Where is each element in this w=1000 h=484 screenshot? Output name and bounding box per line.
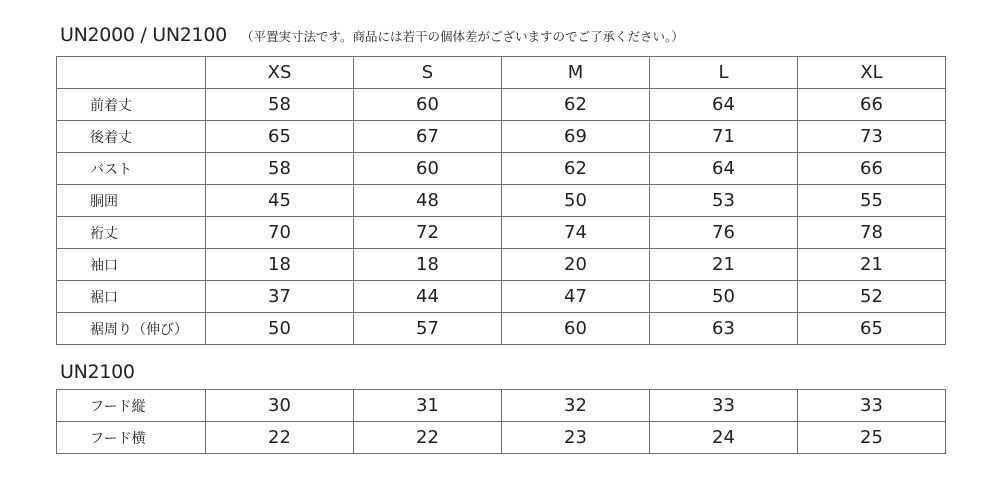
table-cell: 30 <box>206 390 354 422</box>
table-cell: 33 <box>798 390 946 422</box>
header <box>60 24 684 54</box>
table-cell: 33 <box>650 390 798 422</box>
table-cell: 58 <box>206 89 354 121</box>
table-cell: 60 <box>354 153 502 185</box>
table-cell: 62 <box>502 153 650 185</box>
table-cell: 23 <box>502 422 650 454</box>
size-table-hood <box>56 389 946 454</box>
table-cell: 18 <box>354 249 502 281</box>
table-cell: 50 <box>206 313 354 345</box>
column-header-s: S <box>354 57 502 89</box>
table-cell: 70 <box>206 217 354 249</box>
table-cell: 21 <box>798 249 946 281</box>
table-cell: 66 <box>798 89 946 121</box>
table-cell: 21 <box>650 249 798 281</box>
row-label: バスト <box>57 153 206 185</box>
table-header-row <box>57 57 946 89</box>
column-header-blank <box>57 57 206 89</box>
column-header-xl: XL <box>798 57 946 89</box>
table-cell: 65 <box>206 121 354 153</box>
table-cell: 18 <box>206 249 354 281</box>
table-row <box>57 422 946 454</box>
table-cell: 62 <box>502 89 650 121</box>
table-row <box>57 313 946 345</box>
table-cell: 53 <box>650 185 798 217</box>
table-cell: 57 <box>354 313 502 345</box>
row-label: 前着丈 <box>57 89 206 121</box>
row-label: 胴囲 <box>57 185 206 217</box>
table-cell: 48 <box>354 185 502 217</box>
table-cell: 74 <box>502 217 650 249</box>
row-label: 裄丈 <box>57 217 206 249</box>
column-header-xs: XS <box>206 57 354 89</box>
table-cell: 65 <box>798 313 946 345</box>
table-row <box>57 153 946 185</box>
table-cell: 66 <box>798 153 946 185</box>
table-cell: 78 <box>798 217 946 249</box>
size-table-main <box>56 56 946 345</box>
table-cell: 69 <box>502 121 650 153</box>
column-header-m: M <box>502 57 650 89</box>
measurement-note: （平置実寸法です。商品には若干の個体差がございますのでご了承ください。） <box>240 29 684 44</box>
table-cell: 32 <box>502 390 650 422</box>
table-cell: 64 <box>650 153 798 185</box>
table-cell: 60 <box>354 89 502 121</box>
row-label: 袖口 <box>57 249 206 281</box>
table-row <box>57 249 946 281</box>
row-label: 後着丈 <box>57 121 206 153</box>
table-cell: 47 <box>502 281 650 313</box>
table-row <box>57 89 946 121</box>
table-cell: 67 <box>354 121 502 153</box>
table-cell: 76 <box>650 217 798 249</box>
table-row <box>57 185 946 217</box>
row-label: 裾周り（伸び） <box>57 313 206 345</box>
table-cell: 31 <box>354 390 502 422</box>
table-cell: 24 <box>650 422 798 454</box>
section-title-hood: UN2100 <box>60 361 135 383</box>
table-cell: 50 <box>502 185 650 217</box>
table-cell: 22 <box>354 422 502 454</box>
table-row <box>57 281 946 313</box>
table-cell: 60 <box>502 313 650 345</box>
table-cell: 44 <box>354 281 502 313</box>
column-header-l: L <box>650 57 798 89</box>
row-label: 裾口 <box>57 281 206 313</box>
table-cell: 73 <box>798 121 946 153</box>
table-cell: 45 <box>206 185 354 217</box>
table-cell: 55 <box>798 185 946 217</box>
table-cell: 22 <box>206 422 354 454</box>
table-cell: 58 <box>206 153 354 185</box>
table-cell: 72 <box>354 217 502 249</box>
table-cell: 50 <box>650 281 798 313</box>
table-cell: 64 <box>650 89 798 121</box>
row-label: フード縦 <box>57 390 206 422</box>
table-cell: 25 <box>798 422 946 454</box>
table-row <box>57 217 946 249</box>
table-cell: 37 <box>206 281 354 313</box>
table-cell: 71 <box>650 121 798 153</box>
table-cell: 63 <box>650 313 798 345</box>
row-label: フード横 <box>57 422 206 454</box>
table-row <box>57 121 946 153</box>
table-cell: 20 <box>502 249 650 281</box>
table-cell: 52 <box>798 281 946 313</box>
table-row <box>57 390 946 422</box>
page-title: UN2000 / UN2100 <box>60 24 227 46</box>
